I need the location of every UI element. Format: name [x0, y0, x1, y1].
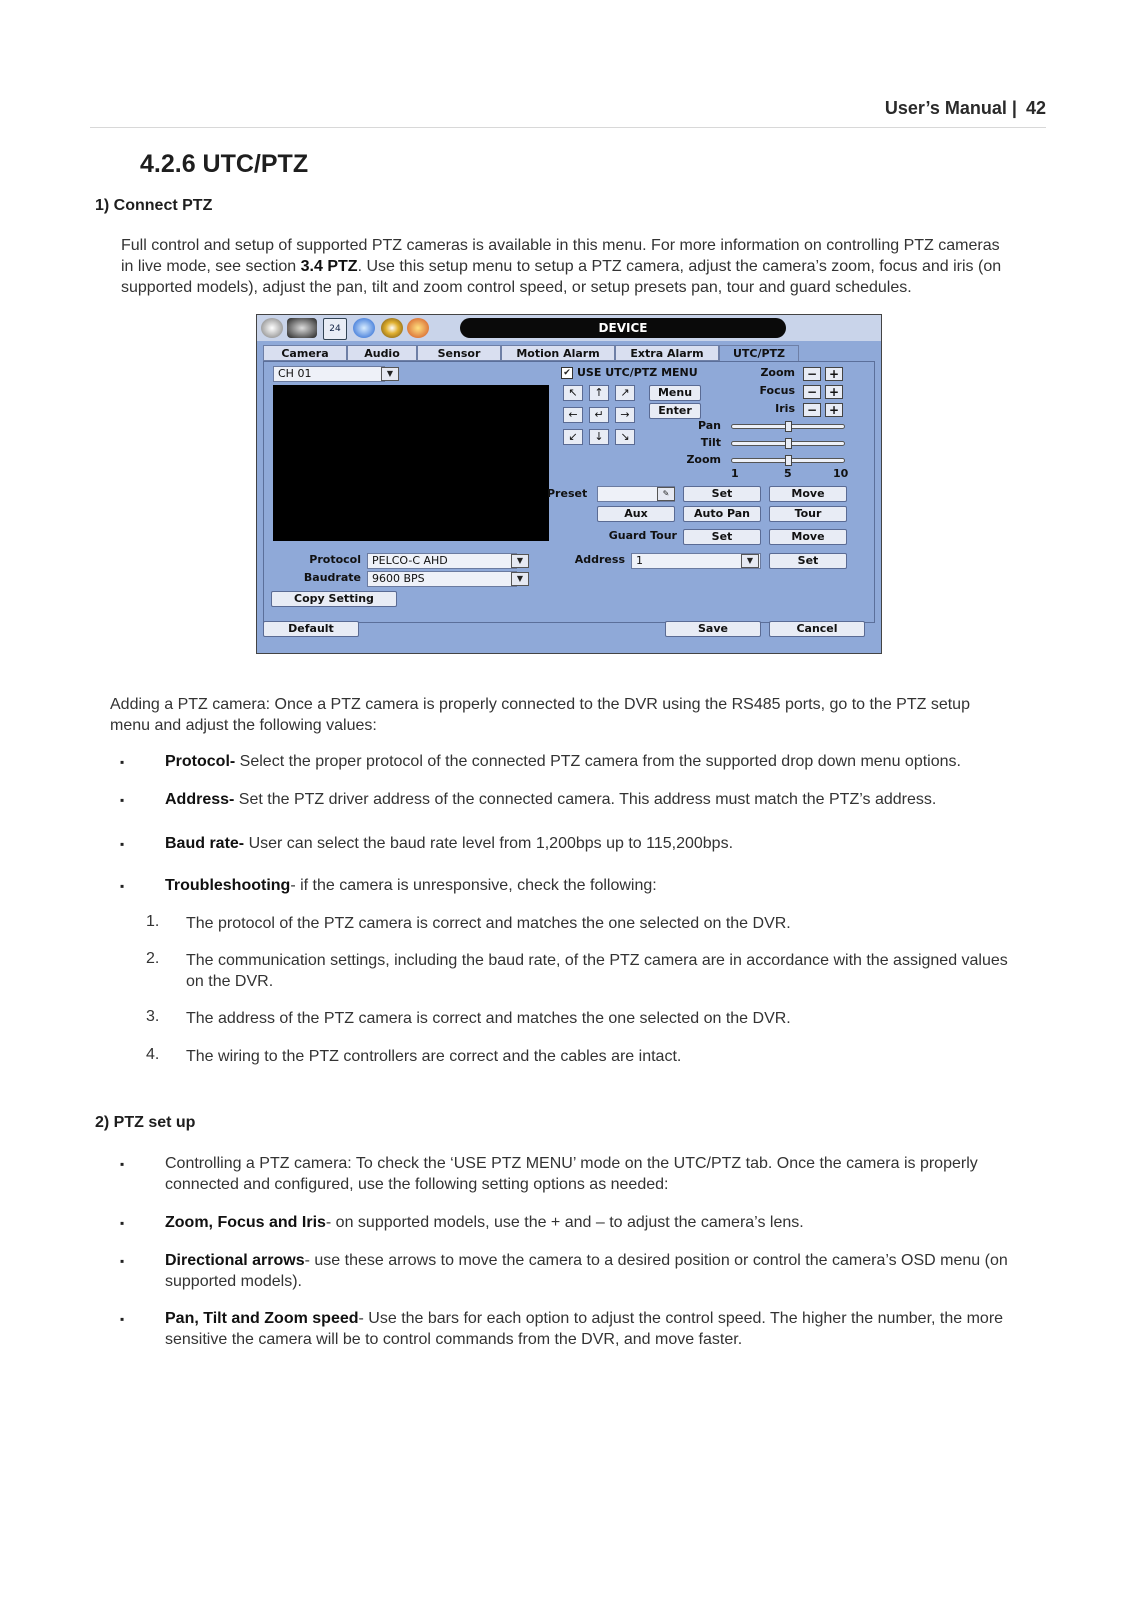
zoom-speed-label: Zoom — [686, 453, 721, 466]
arrow-center-button[interactable]: ↵ — [589, 407, 609, 423]
tour-button[interactable]: Tour — [769, 506, 847, 522]
gear-icon[interactable] — [261, 318, 283, 338]
arrow-down-button[interactable]: ↓ — [589, 429, 609, 445]
channel-select[interactable]: CH 01 — [273, 366, 385, 382]
intro-paragraph — [121, 235, 1001, 298]
pan-speed-label: Pan — [697, 419, 721, 432]
bullet-marker: ▪ — [120, 1254, 125, 1268]
slider-handle[interactable] — [785, 438, 792, 449]
dvr-tab-row — [263, 345, 875, 361]
list-item — [186, 950, 1044, 992]
bullet-address — [165, 789, 1044, 810]
system-icon[interactable] — [407, 318, 429, 338]
bullet-zoom-focus-iris — [165, 1212, 1044, 1233]
preset-label: Preset — [547, 487, 588, 500]
address-select[interactable]: 1 — [631, 553, 761, 569]
bullet-text: - use these arrows to move the camera to a desired position or control the camera’s OSD menu (on — [304, 1252, 1008, 1269]
adding-line-2: menu and adjust the following values: — [110, 717, 377, 734]
tab-audio[interactable]: Audio — [347, 345, 417, 361]
disk-icon[interactable] — [381, 318, 403, 338]
bullet-speed — [165, 1308, 1044, 1350]
use-menu-checkbox[interactable]: ✔ — [561, 367, 573, 379]
bullet-directional-arrows — [165, 1250, 1044, 1292]
iris-label: Iris — [775, 402, 795, 415]
intro-line-3: supported models), adjust the pan, tilt and zoom control speed, or setup presets pan, tour and guard schedules. — [121, 279, 912, 296]
manual-title: User’s Manual | — [884, 98, 1017, 118]
bullet-term: Address- — [165, 791, 235, 808]
enter-button[interactable]: Enter — [649, 403, 701, 419]
edit-icon[interactable]: ✎ — [657, 487, 675, 501]
chevron-down-icon[interactable]: ▼ — [511, 554, 529, 568]
list-number: 2. — [146, 950, 160, 967]
bullet-marker: ▪ — [120, 1312, 125, 1326]
bullet-term: Protocol- — [165, 753, 236, 770]
bullet-marker: ▪ — [120, 837, 125, 851]
chevron-down-icon[interactable]: ▼ — [511, 572, 529, 586]
tilt-speed-slider[interactable] — [731, 441, 845, 446]
guard-tour-move-button[interactable]: Move — [769, 529, 847, 545]
section-title: 4.2.6 UTC/PTZ — [140, 150, 309, 178]
arrow-left-button[interactable]: ← — [563, 407, 583, 423]
bullet-line: connected and configured, use the following setting options as needed: — [165, 1176, 669, 1193]
bullet-marker: ▪ — [120, 755, 125, 769]
subsection-heading-setup: 2) PTZ set up — [95, 1114, 196, 1131]
bullet-baud-rate — [165, 833, 1044, 854]
bullet-protocol — [165, 751, 1044, 772]
focus-minus-button[interactable]: − — [803, 385, 821, 399]
list-item: The protocol of the PTZ camera is correct and matches the one selected on the DVR. — [186, 915, 791, 932]
device-title-bar: DEVICE — [460, 318, 786, 338]
bullet-line: Controlling a PTZ camera: To check the ‘USE PTZ MENU’ mode on the UTC/PTZ tab. Once the camera is properly — [165, 1155, 978, 1172]
iris-minus-button[interactable]: − — [803, 403, 821, 417]
chevron-down-icon[interactable]: ▼ — [741, 554, 759, 568]
bullet-term: Zoom, Focus and Iris — [165, 1214, 326, 1231]
zoom-plus-button[interactable]: + — [825, 367, 843, 381]
bullet-text: - if the camera is unresponsive, check the following: — [290, 877, 657, 894]
arrow-right-button[interactable]: → — [615, 407, 635, 423]
tab-sensor[interactable]: Sensor — [417, 345, 501, 361]
list-number: 4. — [146, 1046, 160, 1063]
scale-max: 10 — [833, 467, 849, 480]
video-preview — [273, 385, 549, 541]
bullet-line: supported models). — [165, 1273, 302, 1290]
section-ref: 3.4 PTZ — [300, 258, 358, 275]
camera-icon[interactable] — [287, 318, 317, 338]
baudrate-select[interactable]: 9600 BPS — [367, 571, 517, 587]
list-item-line: The communication settings, including the baud rate, of the PTZ camera are in accordance with the assigned values — [186, 952, 1008, 969]
arrow-down-left-button[interactable]: ↙ — [563, 429, 583, 445]
pan-speed-slider[interactable] — [731, 424, 845, 429]
bullet-line: sensitive the camera will be to control commands from the DVR, and move faster. — [165, 1331, 743, 1348]
bullet-line — [165, 1250, 1044, 1271]
aux-button[interactable]: Aux — [597, 506, 675, 522]
list-item: The address of the PTZ camera is correct and matches the one selected on the DVR. — [186, 1010, 791, 1027]
network-icon[interactable] — [353, 318, 375, 338]
bullet-text: User can select the baud rate level from 1,200bps up to 115,200bps. — [244, 835, 734, 852]
slider-handle[interactable] — [785, 455, 792, 466]
arrow-up-right-button[interactable]: ↗ — [615, 385, 635, 401]
arrow-down-right-button[interactable]: ↘ — [615, 429, 635, 445]
tab-camera[interactable]: Camera — [263, 345, 347, 361]
bullet-text: - Use the bars for each option to adjust the control speed. The higher the number, the more — [358, 1310, 1004, 1327]
protocol-select[interactable]: PELCO-C AHD — [367, 553, 517, 569]
bullet-term: Pan, Tilt and Zoom speed — [165, 1310, 359, 1327]
tab-extra-alarm[interactable]: Extra Alarm — [615, 345, 719, 361]
bullet-text: Select the proper protocol of the connected PTZ camera from the supported drop down menu options. — [235, 753, 961, 770]
focus-plus-button[interactable]: + — [825, 385, 843, 399]
arrow-up-left-button[interactable]: ↖ — [563, 385, 583, 401]
bullet-troubleshooting — [165, 875, 1044, 896]
guard-tour-set-button[interactable]: Set — [683, 529, 761, 545]
use-menu-label: USE UTC/PTZ MENU — [577, 366, 698, 379]
address-label: Address — [574, 553, 625, 566]
bullet-text: - on supported models, use the + and – to adjust the camera’s lens. — [325, 1214, 804, 1231]
adding-line-1: Adding a PTZ camera: Once a PTZ camera is properly connected to the DVR using the RS485 ports, go to the PTZ setup — [110, 696, 970, 713]
auto-pan-button[interactable]: Auto Pan — [683, 506, 761, 522]
bullet-marker: ▪ — [120, 793, 125, 807]
tab-utc-ptz[interactable]: UTC/PTZ — [719, 345, 799, 361]
calendar-icon[interactable]: 24 — [323, 318, 347, 340]
bullet-controlling — [165, 1153, 1044, 1195]
bullet-line — [165, 1308, 1044, 1329]
page-number: 42 — [1025, 98, 1046, 118]
preset-set-button[interactable]: Set — [683, 486, 761, 502]
slider-handle[interactable] — [785, 421, 792, 432]
cancel-button[interactable]: Cancel — [769, 621, 865, 637]
subsection-heading-connect: 1) Connect PTZ — [95, 197, 213, 214]
intro-text: in live mode, see section — [121, 258, 301, 275]
list-number: 1. — [146, 913, 160, 930]
intro-line-1: Full control and setup of supported PTZ cameras is available in this menu. For more information on controlling PTZ cameras — [121, 237, 1000, 254]
focus-label: Focus — [759, 384, 795, 397]
zoom-speed-slider[interactable] — [731, 458, 845, 463]
list-item-line: on the DVR. — [186, 973, 274, 990]
page-header — [885, 98, 1046, 119]
guard-tour-label: Guard Tour — [608, 529, 677, 542]
copy-setting-button[interactable]: Copy Setting — [271, 591, 397, 607]
bullet-term: Troubleshooting — [165, 877, 291, 894]
iris-plus-button[interactable]: + — [825, 403, 843, 417]
tilt-speed-label: Tilt — [700, 436, 721, 449]
intro-text: . Use this setup menu to setup a PTZ camera, adjust the camera’s zoom, focus and iris (on — [357, 258, 1002, 275]
save-button[interactable]: Save — [665, 621, 761, 637]
default-button[interactable]: Default — [263, 621, 359, 637]
adding-paragraph — [110, 694, 970, 736]
arrow-up-button[interactable]: ↑ — [589, 385, 609, 401]
list-number: 3. — [146, 1008, 160, 1025]
header-rule — [90, 127, 1046, 128]
bullet-text: Set the PTZ driver address of the connected camera. This address must match the PTZ’s address. — [234, 791, 937, 808]
dvr-screenshot — [256, 314, 882, 654]
scale-mid: 5 — [784, 467, 792, 480]
zoom-minus-button[interactable]: − — [803, 367, 821, 381]
bullet-term: Baud rate- — [165, 835, 245, 852]
bullet-term: Directional arrows — [165, 1252, 305, 1269]
chevron-down-icon[interactable]: ▼ — [381, 367, 399, 381]
tab-motion-alarm[interactable]: Motion Alarm — [501, 345, 615, 361]
intro-line-2 — [121, 256, 1001, 277]
bullet-marker: ▪ — [120, 879, 125, 893]
protocol-label: Protocol — [309, 553, 361, 566]
bullet-marker: ▪ — [120, 1216, 125, 1230]
baudrate-label: Baudrate — [303, 571, 361, 584]
zoom-label: Zoom — [760, 366, 795, 379]
address-set-button[interactable]: Set — [769, 553, 847, 569]
menu-button[interactable]: Menu — [649, 385, 701, 401]
scale-min: 1 — [731, 467, 739, 480]
bullet-marker: ▪ — [120, 1157, 125, 1171]
preset-move-button[interactable]: Move — [769, 486, 847, 502]
list-item: The wiring to the PTZ controllers are correct and the cables are intact. — [186, 1048, 682, 1065]
